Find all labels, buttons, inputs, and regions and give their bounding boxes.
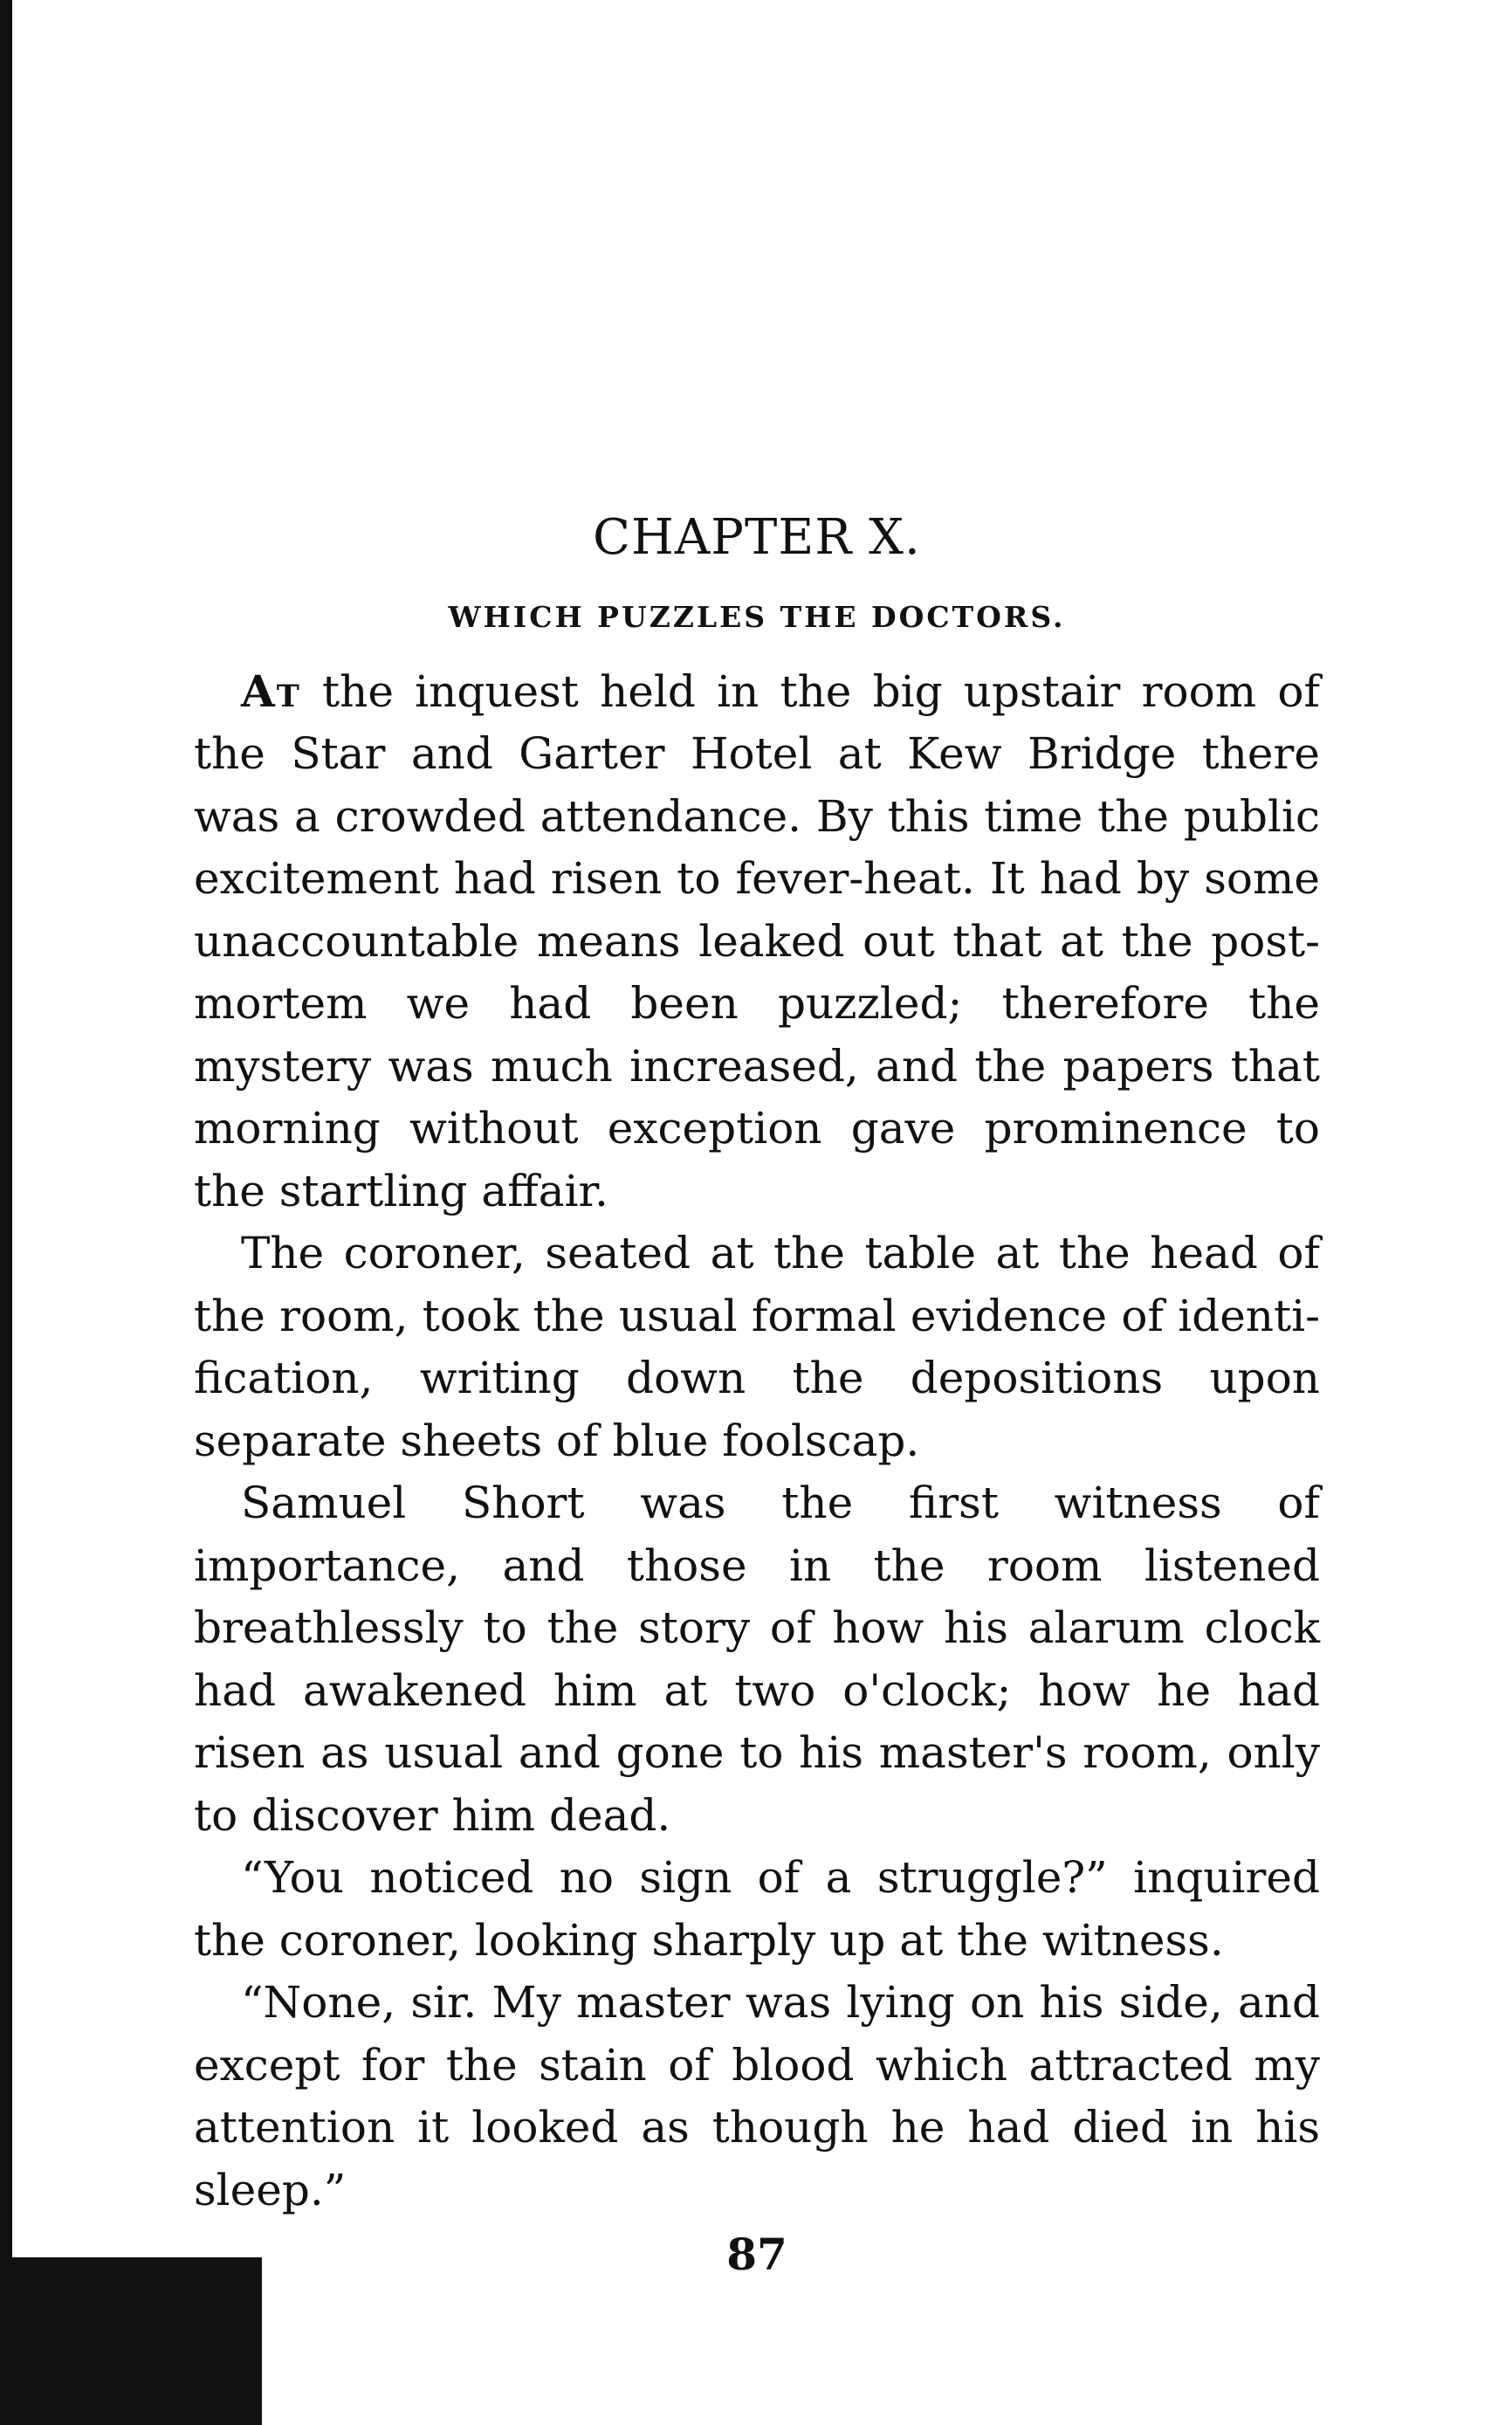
paragraph-4: “You noticed no sign of a struggle?” inquired the coroner, looking sharply up at the witness.: [194, 1852, 1320, 1966]
paragraph-2: The coroner, seated at the table at the head of the room, took the usual formal evidence of identification, writing down the depositions upon separate sheets of blue foolscap.: [194, 1228, 1320, 1466]
paragraph-1: [194, 660, 1320, 1223]
binding-edge: [0, 0, 12, 2425]
chapter-subtitle: WHICH PUZZLES THE DOCTORS.: [448, 599, 1066, 634]
chapter-title: CHAPTER X.: [593, 509, 921, 566]
paragraph-text: the inquest held in the big upstair room of the Star and Garter Hotel at Kew Bridge there was a crowded attendance. By this time the public excitement had risen to fever-heat. It had by some unaccountable means leaked out that at the post-mortem we had been puzzled; therefore the mystery was much increased, and the papers that morning without exception gave prominence to the startling affair.: [194, 665, 1320, 1216]
page-number: 87: [726, 2229, 787, 2281]
opening-word: At: [241, 665, 301, 717]
paragraph-5: “None, sir. My master was lying on his side, and except for the stain of blood which attracted my attention it looked as though he had died in his sleep.”: [194, 1977, 1320, 2215]
scan-corner-mark: [0, 2257, 262, 2425]
paragraph-3: Samuel Short was the first witness of importance, and those in the room listened breathlessly to the story of how his alarum clock had awakened him at two o'clock; how he had risen as usual and gone to his master's room, only to discover him dead.: [194, 1478, 1320, 1841]
book-page: [194, 511, 1320, 2280]
